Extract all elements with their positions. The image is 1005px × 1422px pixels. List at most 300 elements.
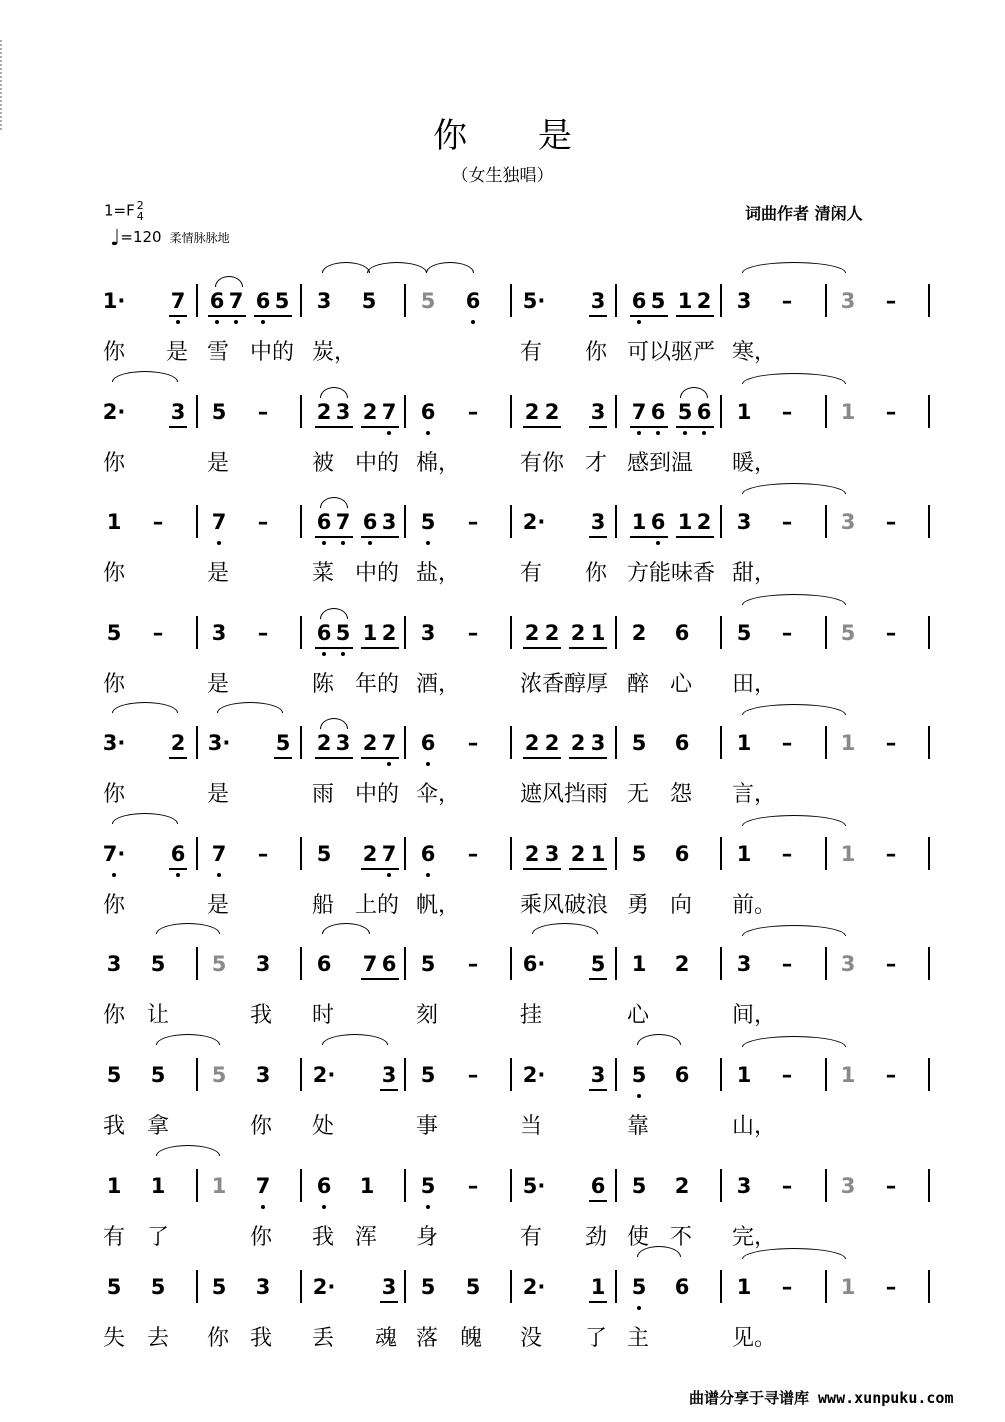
barline — [300, 1058, 302, 1091]
note: 6 — [674, 1275, 690, 1299]
note: 2 — [696, 510, 712, 534]
underline — [589, 315, 607, 317]
lyric: 中的 — [355, 561, 400, 586]
note: 5 — [420, 952, 436, 976]
lyric: 感到温 — [627, 451, 694, 476]
note: 5 — [316, 842, 332, 866]
dash: – — [781, 731, 793, 755]
lyric: 船 — [312, 893, 335, 918]
barline — [615, 1270, 617, 1303]
lyric: 浑 — [355, 1225, 378, 1250]
score-row-10 — [0, 1266, 1005, 1377]
note: 1 — [211, 1174, 227, 1198]
composer-credit: 词曲作者 清闲人 — [745, 204, 863, 223]
dash: – — [467, 731, 479, 755]
dash: – — [885, 731, 897, 755]
note: 2 — [170, 731, 186, 755]
underline — [630, 536, 668, 538]
note: 3 — [106, 952, 122, 976]
lyric: 使 — [627, 1225, 650, 1250]
underline — [523, 647, 561, 649]
underline — [569, 868, 607, 870]
barline — [928, 1058, 930, 1091]
note: 7 — [335, 510, 351, 534]
lyric: 盐， — [416, 561, 461, 586]
note: 2· — [102, 400, 126, 424]
underline — [589, 1301, 607, 1303]
dash: – — [781, 1275, 793, 1299]
lyric: 是 — [207, 893, 230, 918]
lyric: 炭， — [312, 340, 357, 365]
note: 5 — [420, 1063, 436, 1087]
lyric: 田， — [732, 672, 777, 697]
barline — [196, 395, 198, 428]
note: 2 — [570, 731, 586, 755]
score-row-7 — [0, 943, 1005, 1054]
barline — [510, 837, 512, 870]
score-row-2 — [0, 391, 1005, 502]
barline — [196, 505, 198, 538]
quarter-note-icon: ♩ — [110, 226, 121, 251]
tie-arc — [426, 262, 474, 273]
note: 2 — [524, 621, 540, 645]
barline — [720, 1270, 722, 1303]
note: 5 — [631, 842, 647, 866]
low-dot — [217, 873, 221, 877]
note: 3 — [544, 842, 560, 866]
barline — [300, 726, 302, 759]
note: 7 — [381, 842, 397, 866]
barline — [510, 505, 512, 538]
barline — [720, 284, 722, 317]
note: 2· — [312, 1275, 336, 1299]
underline — [589, 1200, 607, 1202]
lyric: 雨 — [312, 782, 335, 807]
low-dot — [656, 431, 660, 435]
note: 6 — [674, 842, 690, 866]
lyric: 乘风破浪 — [520, 893, 609, 918]
note: 3· — [207, 731, 231, 755]
barline — [615, 505, 617, 538]
note: 1 — [362, 621, 378, 645]
underline — [523, 757, 561, 759]
underline — [630, 315, 668, 317]
barline — [720, 726, 722, 759]
lyric: 有 — [520, 561, 543, 586]
barline — [928, 947, 930, 980]
lyric: 陈 — [312, 672, 335, 697]
underline — [254, 315, 292, 317]
note: 7 — [631, 400, 647, 424]
barline — [928, 837, 930, 870]
dash: – — [885, 510, 897, 534]
note: 1· — [102, 289, 126, 313]
lyric: 中的 — [250, 340, 295, 365]
lyric: 帆， — [416, 893, 461, 918]
note: 5 — [150, 1063, 166, 1087]
underline — [361, 536, 399, 538]
note: 5 — [677, 400, 693, 424]
lyric: 暖， — [732, 451, 777, 476]
underline — [523, 426, 561, 428]
lyric: 失 — [103, 1326, 126, 1351]
lyric: 甜， — [732, 561, 777, 586]
note: 7· — [102, 842, 126, 866]
dash: – — [781, 1174, 793, 1198]
dash: – — [885, 1275, 897, 1299]
low-dot — [637, 320, 641, 324]
low-dot — [637, 1094, 641, 1098]
dash: – — [152, 621, 164, 645]
lyric: 有 — [103, 1225, 126, 1250]
dash: – — [885, 1174, 897, 1198]
lyric: 菜 — [312, 561, 335, 586]
note: 1 — [736, 1275, 752, 1299]
underline — [589, 1089, 607, 1091]
barline — [300, 837, 302, 870]
note: 5 — [736, 621, 752, 645]
note: 6 — [465, 289, 481, 313]
barline — [404, 837, 406, 870]
note: 5 — [274, 289, 290, 313]
lyric: 是 — [166, 340, 189, 365]
note: 3 — [211, 621, 227, 645]
barline — [404, 1058, 406, 1091]
lyric: 拿 — [147, 1114, 170, 1139]
lyric: 丢 — [312, 1326, 335, 1351]
lyric: 浓香醇厚 — [520, 672, 609, 697]
note: 5 — [631, 1275, 647, 1299]
lyric: 雪 — [207, 340, 230, 365]
barline — [928, 284, 930, 317]
note: 5 — [361, 289, 377, 313]
note: 3 — [736, 289, 752, 313]
footer-watermark: 曲谱分享于寻谱库 www.xunpuku.com — [689, 1389, 954, 1407]
note: 3 — [736, 510, 752, 534]
note: 6 — [362, 510, 378, 534]
note: 6 — [631, 289, 647, 313]
barline — [300, 395, 302, 428]
note: 1 — [840, 400, 856, 424]
note: 5· — [522, 1174, 546, 1198]
note: 5 — [631, 1174, 647, 1198]
lyric: 身 — [416, 1225, 439, 1250]
lyric: 方能味香 — [627, 561, 716, 586]
lyric: 是 — [207, 782, 230, 807]
dash: – — [257, 510, 269, 534]
low-dot — [215, 320, 219, 324]
lyric: 我 — [103, 1114, 126, 1139]
barline — [825, 947, 827, 980]
barline — [196, 1058, 198, 1091]
note: 2· — [522, 1063, 546, 1087]
barline — [404, 616, 406, 649]
barline — [928, 726, 930, 759]
barline — [510, 284, 512, 317]
dash: – — [885, 952, 897, 976]
note: 1 — [840, 1275, 856, 1299]
lyric: 才 — [585, 451, 608, 476]
note: 3 — [381, 1275, 397, 1299]
note: 5 — [106, 621, 122, 645]
note: 2 — [696, 289, 712, 313]
note: 2 — [524, 842, 540, 866]
barline — [720, 947, 722, 980]
note: 3 — [255, 1063, 271, 1087]
underline — [361, 868, 399, 870]
lyric: 是 — [207, 561, 230, 586]
note: 5 — [106, 1275, 122, 1299]
low-dot — [261, 1205, 265, 1209]
note: 5 — [211, 952, 227, 976]
lyric: 我 — [250, 1003, 273, 1028]
dash: – — [885, 400, 897, 424]
note: 6 — [316, 1174, 332, 1198]
barline — [825, 1058, 827, 1091]
note: 3 — [420, 621, 436, 645]
lyric: 你 — [103, 1003, 126, 1028]
barline — [615, 726, 617, 759]
dash: – — [781, 621, 793, 645]
dash: – — [467, 510, 479, 534]
barline — [300, 1270, 302, 1303]
low-dot — [387, 873, 391, 877]
barline — [196, 726, 198, 759]
note: 5 — [335, 621, 351, 645]
low-dot — [234, 320, 238, 324]
time-denominator: 4 — [136, 210, 144, 223]
note: 5 — [631, 731, 647, 755]
low-dot — [112, 873, 116, 877]
underline — [169, 757, 187, 759]
note: 2 — [544, 400, 560, 424]
dash: – — [467, 1063, 479, 1087]
note: 3 — [840, 1174, 856, 1198]
note: 7 — [211, 510, 227, 534]
lyric: 你 — [103, 893, 126, 918]
barline — [720, 395, 722, 428]
tempo-value: =120 — [120, 228, 162, 246]
low-dot — [426, 541, 430, 545]
note: 2 — [631, 621, 647, 645]
note: 1 — [150, 1174, 166, 1198]
underline — [630, 426, 668, 428]
barline — [615, 1169, 617, 1202]
barline — [300, 1169, 302, 1202]
note: 3 — [170, 400, 186, 424]
barline — [300, 505, 302, 538]
underline — [315, 536, 353, 538]
note: 5 — [420, 1174, 436, 1198]
lyric: 你 — [207, 1326, 230, 1351]
underline — [523, 868, 561, 870]
lyric: 你 — [250, 1225, 273, 1250]
underline — [315, 647, 353, 649]
lyric: 刻 — [416, 1003, 439, 1028]
note: 7 — [228, 289, 244, 313]
note: 3 — [335, 731, 351, 755]
underline — [208, 315, 246, 317]
barline — [196, 947, 198, 980]
lyric: 中的 — [355, 782, 400, 807]
note: 2 — [544, 621, 560, 645]
note: 6 — [650, 400, 666, 424]
low-dot — [637, 1306, 641, 1310]
note: 1 — [840, 1063, 856, 1087]
lyric: 我 — [312, 1225, 335, 1250]
lyric: 无 — [627, 782, 650, 807]
lyric: 寒， — [732, 340, 777, 365]
low-dot — [683, 431, 687, 435]
note: 5 — [840, 621, 856, 645]
lyric: 怨 — [670, 782, 693, 807]
underline — [315, 426, 353, 428]
note: 3 — [255, 1275, 271, 1299]
lyric: 上的 — [355, 893, 400, 918]
barline — [825, 1270, 827, 1303]
note: 2· — [522, 1275, 546, 1299]
underline — [315, 757, 353, 759]
lyric: 没 — [520, 1326, 543, 1351]
barline — [196, 1169, 198, 1202]
note: 3 — [590, 289, 606, 313]
note: 7 — [211, 842, 227, 866]
low-dot — [176, 873, 180, 877]
key-signature — [104, 200, 144, 222]
barline — [510, 726, 512, 759]
barline — [928, 1270, 930, 1303]
low-dot — [322, 652, 326, 656]
low-dot — [702, 431, 706, 435]
note: 5 — [211, 400, 227, 424]
time-numerator: 2 — [136, 199, 144, 212]
lyric: 了 — [585, 1326, 608, 1351]
barline — [510, 947, 512, 980]
barline — [615, 947, 617, 980]
key-label: 1=F — [104, 201, 135, 220]
low-dot — [368, 541, 372, 545]
note: 5 — [150, 952, 166, 976]
barline — [615, 1058, 617, 1091]
note: 2 — [544, 731, 560, 755]
lyric: 有你 — [520, 451, 565, 476]
note: 2 — [316, 731, 332, 755]
dash: – — [885, 289, 897, 313]
low-dot — [217, 541, 221, 545]
lyric: 见。 — [732, 1326, 777, 1351]
score-row-6 — [0, 833, 1005, 944]
dash: – — [467, 621, 479, 645]
note: 5 — [650, 289, 666, 313]
tie-arc — [322, 262, 370, 273]
barline — [196, 1270, 198, 1303]
note: 3 — [255, 952, 271, 976]
note: 5· — [522, 289, 546, 313]
underline — [676, 315, 714, 317]
note: 2 — [381, 621, 397, 645]
note: 5 — [150, 1275, 166, 1299]
lyric: 去 — [147, 1326, 170, 1351]
lyric: 言， — [732, 782, 777, 807]
note: 6 — [420, 400, 436, 424]
score-row-3 — [0, 501, 1005, 612]
note: 3 — [840, 952, 856, 976]
note: 6 — [420, 731, 436, 755]
dash: – — [257, 621, 269, 645]
barline — [825, 616, 827, 649]
barline — [825, 1169, 827, 1202]
lyric: 主 — [627, 1326, 650, 1351]
note: 2 — [570, 842, 586, 866]
note: 1 — [359, 1174, 375, 1198]
note: 2· — [522, 510, 546, 534]
note: 1 — [106, 1174, 122, 1198]
lyric: 落 — [416, 1326, 439, 1351]
low-dot — [637, 431, 641, 435]
underline — [361, 426, 399, 428]
barline — [196, 616, 198, 649]
underline — [380, 1089, 398, 1091]
barline — [825, 726, 827, 759]
note: 2 — [674, 1174, 690, 1198]
lyric: 山， — [732, 1114, 777, 1139]
dash: – — [257, 842, 269, 866]
barline — [404, 395, 406, 428]
dash: – — [467, 400, 479, 424]
lyric: 有 — [520, 340, 543, 365]
note: 1 — [736, 1063, 752, 1087]
lyric: 你 — [585, 340, 608, 365]
note: 5 — [106, 1063, 122, 1087]
dash: – — [467, 952, 479, 976]
lyric: 醉 — [627, 672, 650, 697]
barline — [300, 947, 302, 980]
lyric: 是 — [207, 451, 230, 476]
low-dot — [261, 320, 265, 324]
dash: – — [467, 842, 479, 866]
underline — [589, 536, 607, 538]
note: 6 — [316, 952, 332, 976]
note: 2 — [524, 400, 540, 424]
barline — [196, 284, 198, 317]
note: 3 — [316, 289, 332, 313]
note: 2 — [362, 731, 378, 755]
lyric: 间， — [732, 1003, 777, 1028]
lyric: 完， — [732, 1225, 777, 1250]
note: 6 — [674, 731, 690, 755]
note: 3 — [335, 400, 351, 424]
note: 5 — [420, 1275, 436, 1299]
barline — [720, 1169, 722, 1202]
note: 2 — [570, 621, 586, 645]
barline — [510, 395, 512, 428]
lyric: 事 — [416, 1114, 439, 1139]
note: 5 — [420, 510, 436, 534]
tie-arc — [215, 276, 243, 287]
note: 2· — [312, 1063, 336, 1087]
barline — [825, 837, 827, 870]
dash: – — [781, 842, 793, 866]
note: 2 — [524, 731, 540, 755]
barline — [404, 1270, 406, 1303]
dash: – — [467, 1174, 479, 1198]
time-signature — [137, 200, 144, 222]
barline — [300, 616, 302, 649]
barline — [404, 505, 406, 538]
lyric: 中的 — [355, 451, 400, 476]
note: 6 — [209, 289, 225, 313]
note: 6· — [522, 952, 546, 976]
